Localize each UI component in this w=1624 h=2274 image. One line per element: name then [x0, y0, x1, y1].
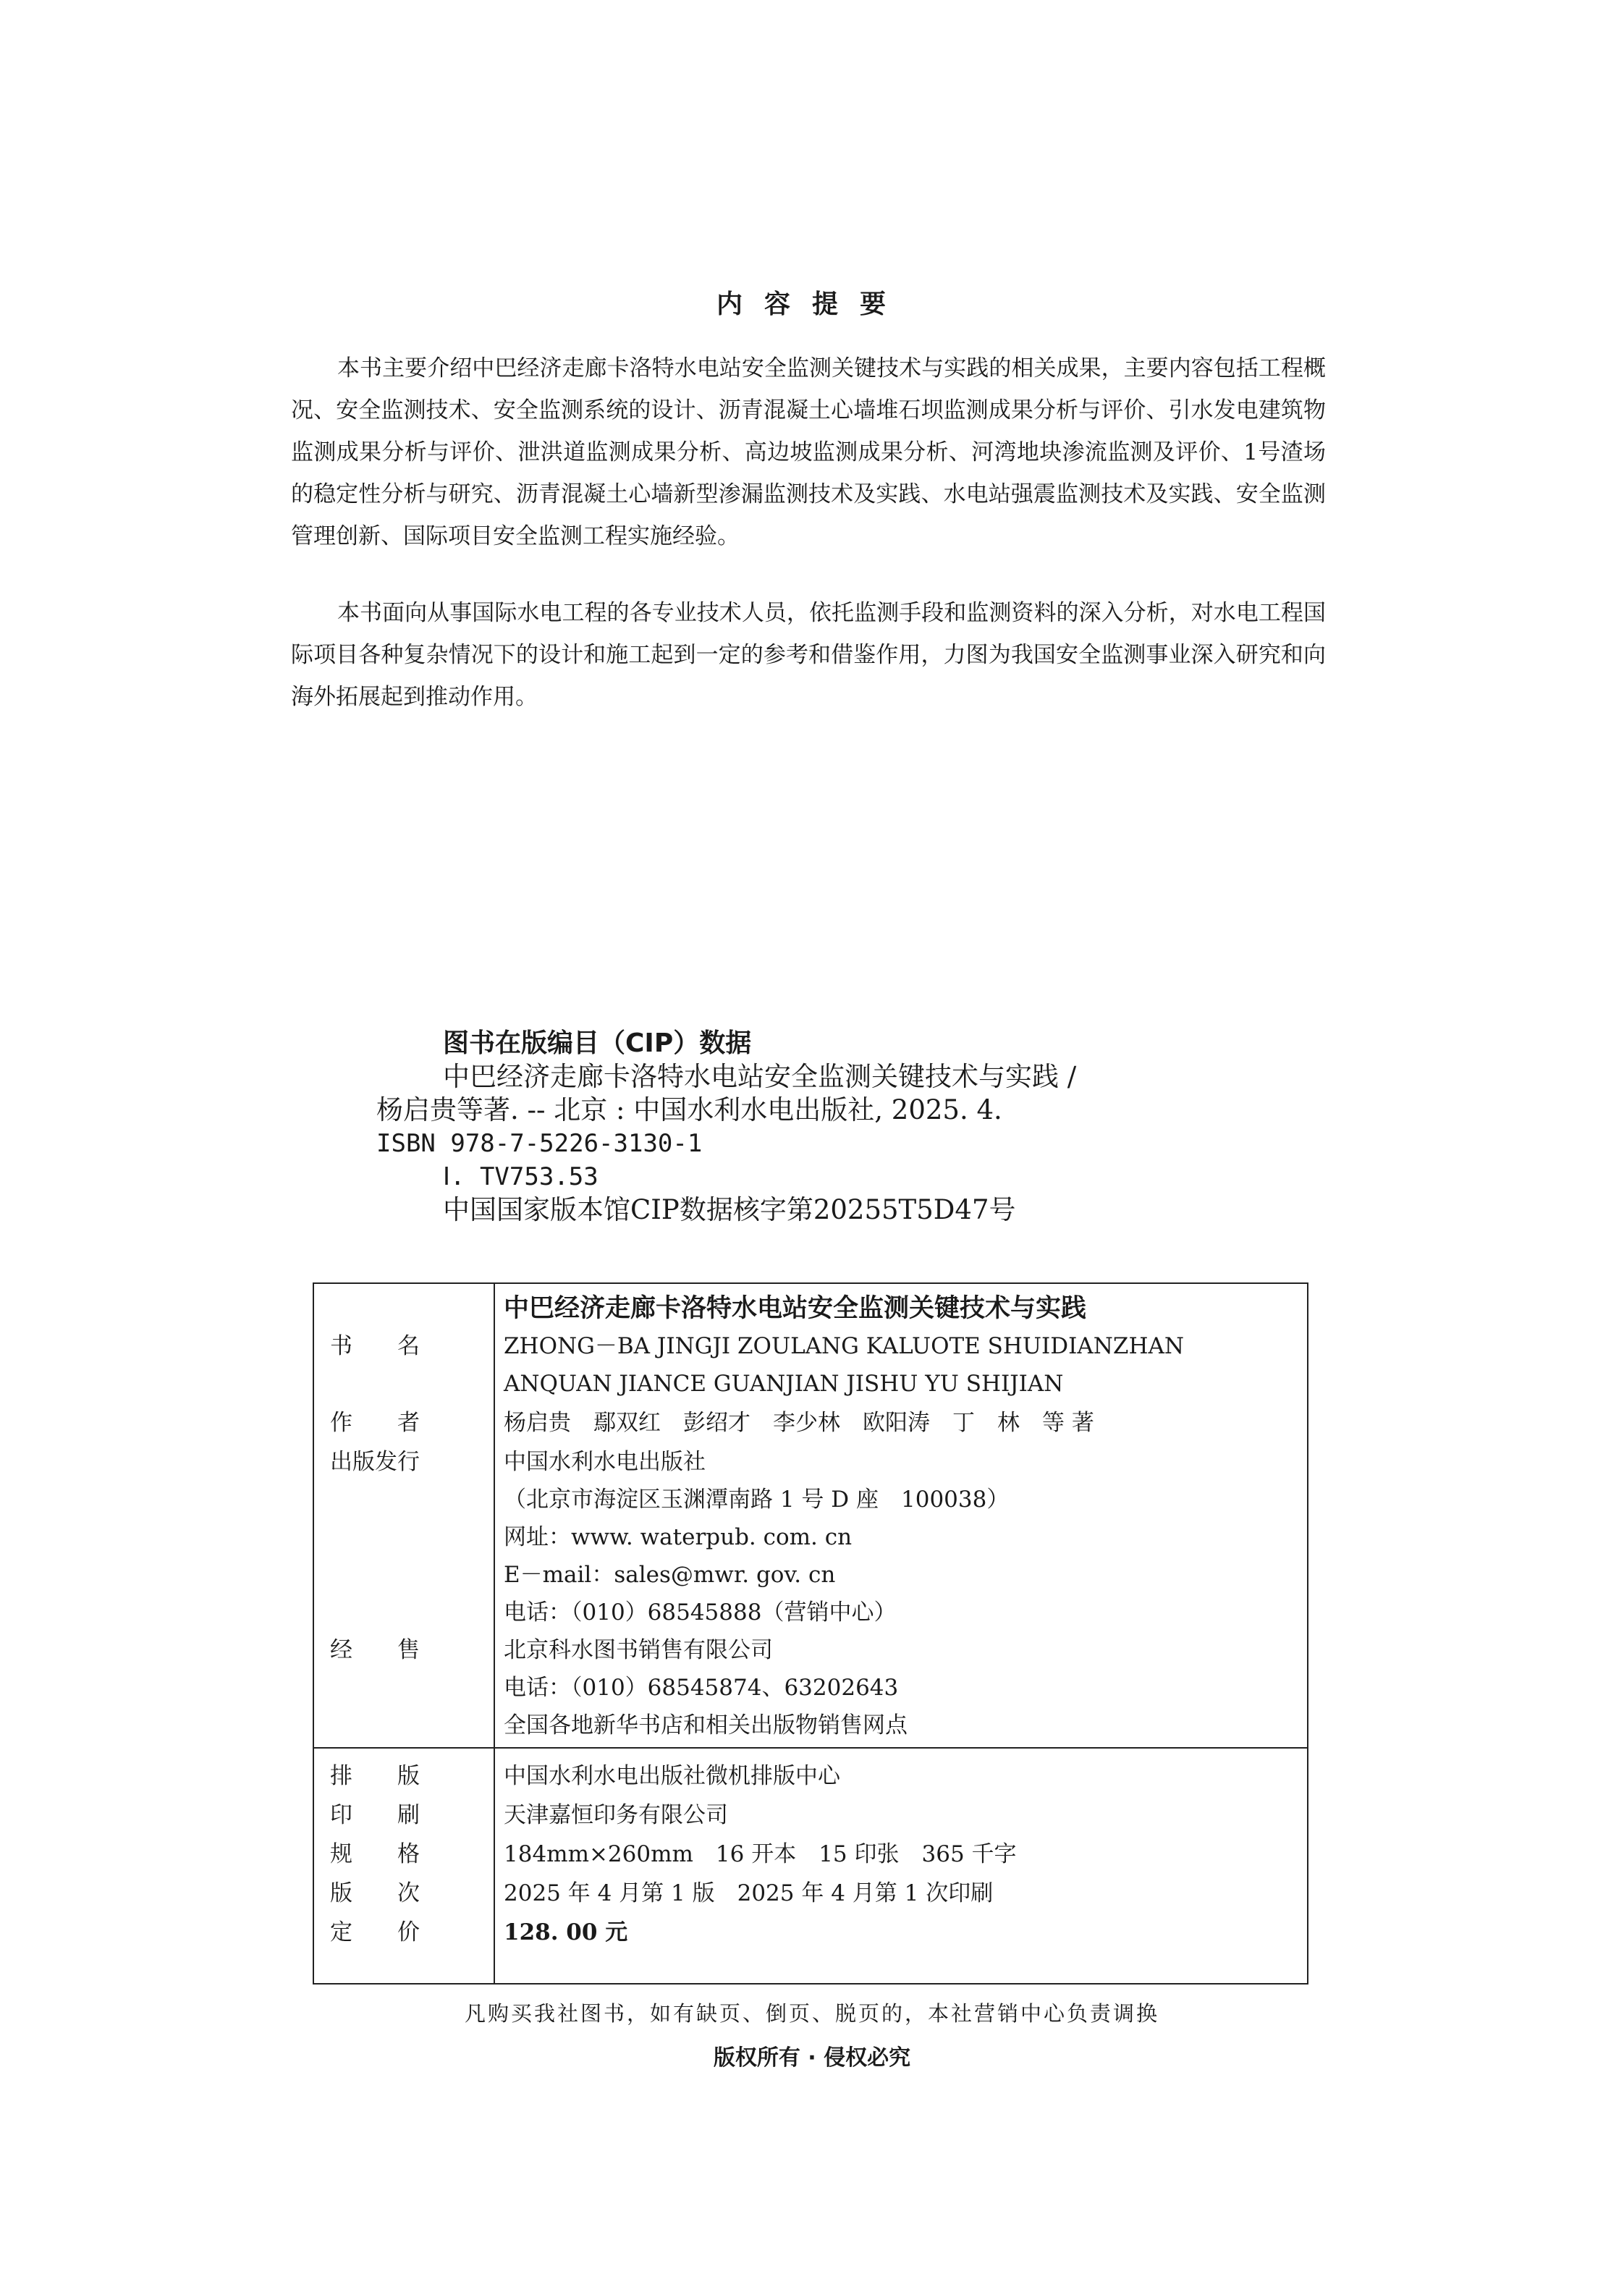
- cip-classification: Ⅰ. TV753.53: [443, 1162, 599, 1191]
- summary-paragraph: 本书面向从事国际水电工程的各专业技术人员，依托监测手段和监测资料的深入分析，对水电工程国际项目各种复杂情况下的设计和施工起到一定的参考和借鉴作用，力图为我国安全监测事业深入研究和向海外拓展起到推动作用。: [291, 600, 1326, 710]
- spec: 184mm×260mm 16 开本 15 印张 365 千字: [504, 1841, 1017, 1867]
- distributor: 北京科水图书销售有限公司: [504, 1637, 773, 1663]
- cip-title-line: 中巴经济走廊卡洛特水电站安全监测关键技术与实践 /: [443, 1061, 1077, 1092]
- row-printer: [314, 1796, 1307, 1834]
- book-title-pinyin: ZHONG－BA JINGJI ZOULANG KALUOTE SHUIDIANZHAN: [504, 1333, 1185, 1359]
- row-authors: [314, 1404, 1307, 1442]
- distributor-phone: 电话：（010）68545874、63202643: [504, 1675, 899, 1701]
- row-publisher: [314, 1443, 1307, 1481]
- publisher-address: （北京市海淀区玉渊潭南路 1 号 D 座 100038）: [504, 1487, 1010, 1513]
- cip-isbn: ISBN 978-7-5226-3130-1: [376, 1129, 703, 1158]
- row-distributor: [314, 1631, 1307, 1669]
- price: 128. 00 元: [504, 1919, 628, 1945]
- row-book-title: [314, 1290, 1307, 1327]
- row-email: [314, 1556, 1307, 1594]
- book-title-label: 书 名: [330, 1333, 420, 1359]
- section-divider: [314, 1747, 1307, 1749]
- distributor-label: 经 售: [330, 1637, 420, 1663]
- row-book-pinyin-1: [314, 1327, 1307, 1365]
- publisher-phone: 电话：（010）68545888（营销中心）: [504, 1599, 897, 1626]
- copyright-notice: 版权所有 · 侵权必究: [713, 2045, 911, 2071]
- authors: 杨启贵 鄢双红 彭绍才 李少林 欧阳涛 丁 林 等 著: [504, 1410, 1094, 1436]
- publisher-website: 网址：www. waterpub. com. cn: [504, 1524, 853, 1550]
- publisher-email: E－mail：sales@mwr. gov. cn: [504, 1562, 836, 1588]
- row-edition: [314, 1874, 1307, 1912]
- book-title-pinyin: ANQUAN JIANCE GUANJIAN JISHU YU SHIJIAN: [504, 1371, 1064, 1397]
- distributor-note: 全国各地新华书店和相关出版物销售网点: [504, 1712, 908, 1738]
- publisher-label: 出版发行: [330, 1449, 420, 1475]
- row-distributor-note: [314, 1707, 1307, 1744]
- book-title-cn: 中巴经济走廊卡洛特水电站安全监测关键技术与实践: [504, 1294, 1087, 1323]
- cip-heading: 图书在版编目（CIP）数据: [443, 1028, 752, 1058]
- edition: 2025 年 4 月第 1 版 2025 年 4 月第 1 次印刷: [504, 1880, 994, 1906]
- typesetter: 中国水利水电出版社微机排版中心: [504, 1763, 840, 1789]
- author-label: 作 者: [330, 1410, 420, 1436]
- row-distributor-phone: [314, 1669, 1307, 1707]
- cip-record-number: 中国国家版本馆CIP数据核字第20255T5D47号: [443, 1194, 1016, 1225]
- publisher: 中国水利水电出版社: [504, 1449, 706, 1475]
- row-website: [314, 1518, 1307, 1556]
- row-price: [314, 1914, 1307, 1951]
- publication-info-box: [313, 1282, 1308, 1985]
- printer: 天津嘉恒印务有限公司: [504, 1802, 728, 1828]
- printer-label: 印 刷: [330, 1802, 420, 1828]
- edition-label: 版 次: [330, 1880, 420, 1906]
- row-address: [314, 1481, 1307, 1518]
- typeset-label: 排 版: [330, 1763, 420, 1789]
- spec-label: 规 格: [330, 1841, 420, 1867]
- summary-title: 内容提要: [716, 289, 908, 319]
- summary-paragraph: 本书主要介绍中巴经济走廊卡洛特水电站安全监测关键技术与实践的相关成果，主要内容包括工程概况、安全监测技术、安全监测系统的设计、沥青混凝土心墙堆石坝监测成果分析与评价、引水发电建筑物监测成果分析与评价、泄洪道监测成果分析、高边坡监测成果分析、河湾地块渗流监测及评价、1号渣场的稳定性分析与研究、沥青混凝土心墙新型渗漏监测技术及实践、水电站强震监测技术及实践、安全监测管理创新、国际项目安全监测工程实施经验。: [291, 355, 1326, 549]
- row-phone: [314, 1594, 1307, 1631]
- price-label: 定 价: [330, 1919, 420, 1945]
- cip-author-line: 杨启贵等著. -- 北京 : 中国水利水电出版社, 2025. 4.: [376, 1094, 1002, 1125]
- row-spec: [314, 1835, 1307, 1873]
- replacement-notice: 凡购买我社图书，如有缺页、倒页、脱页的，本社营销中心负责调换: [464, 2001, 1159, 2026]
- row-book-pinyin-2: [314, 1365, 1307, 1403]
- row-typeset: [314, 1757, 1307, 1795]
